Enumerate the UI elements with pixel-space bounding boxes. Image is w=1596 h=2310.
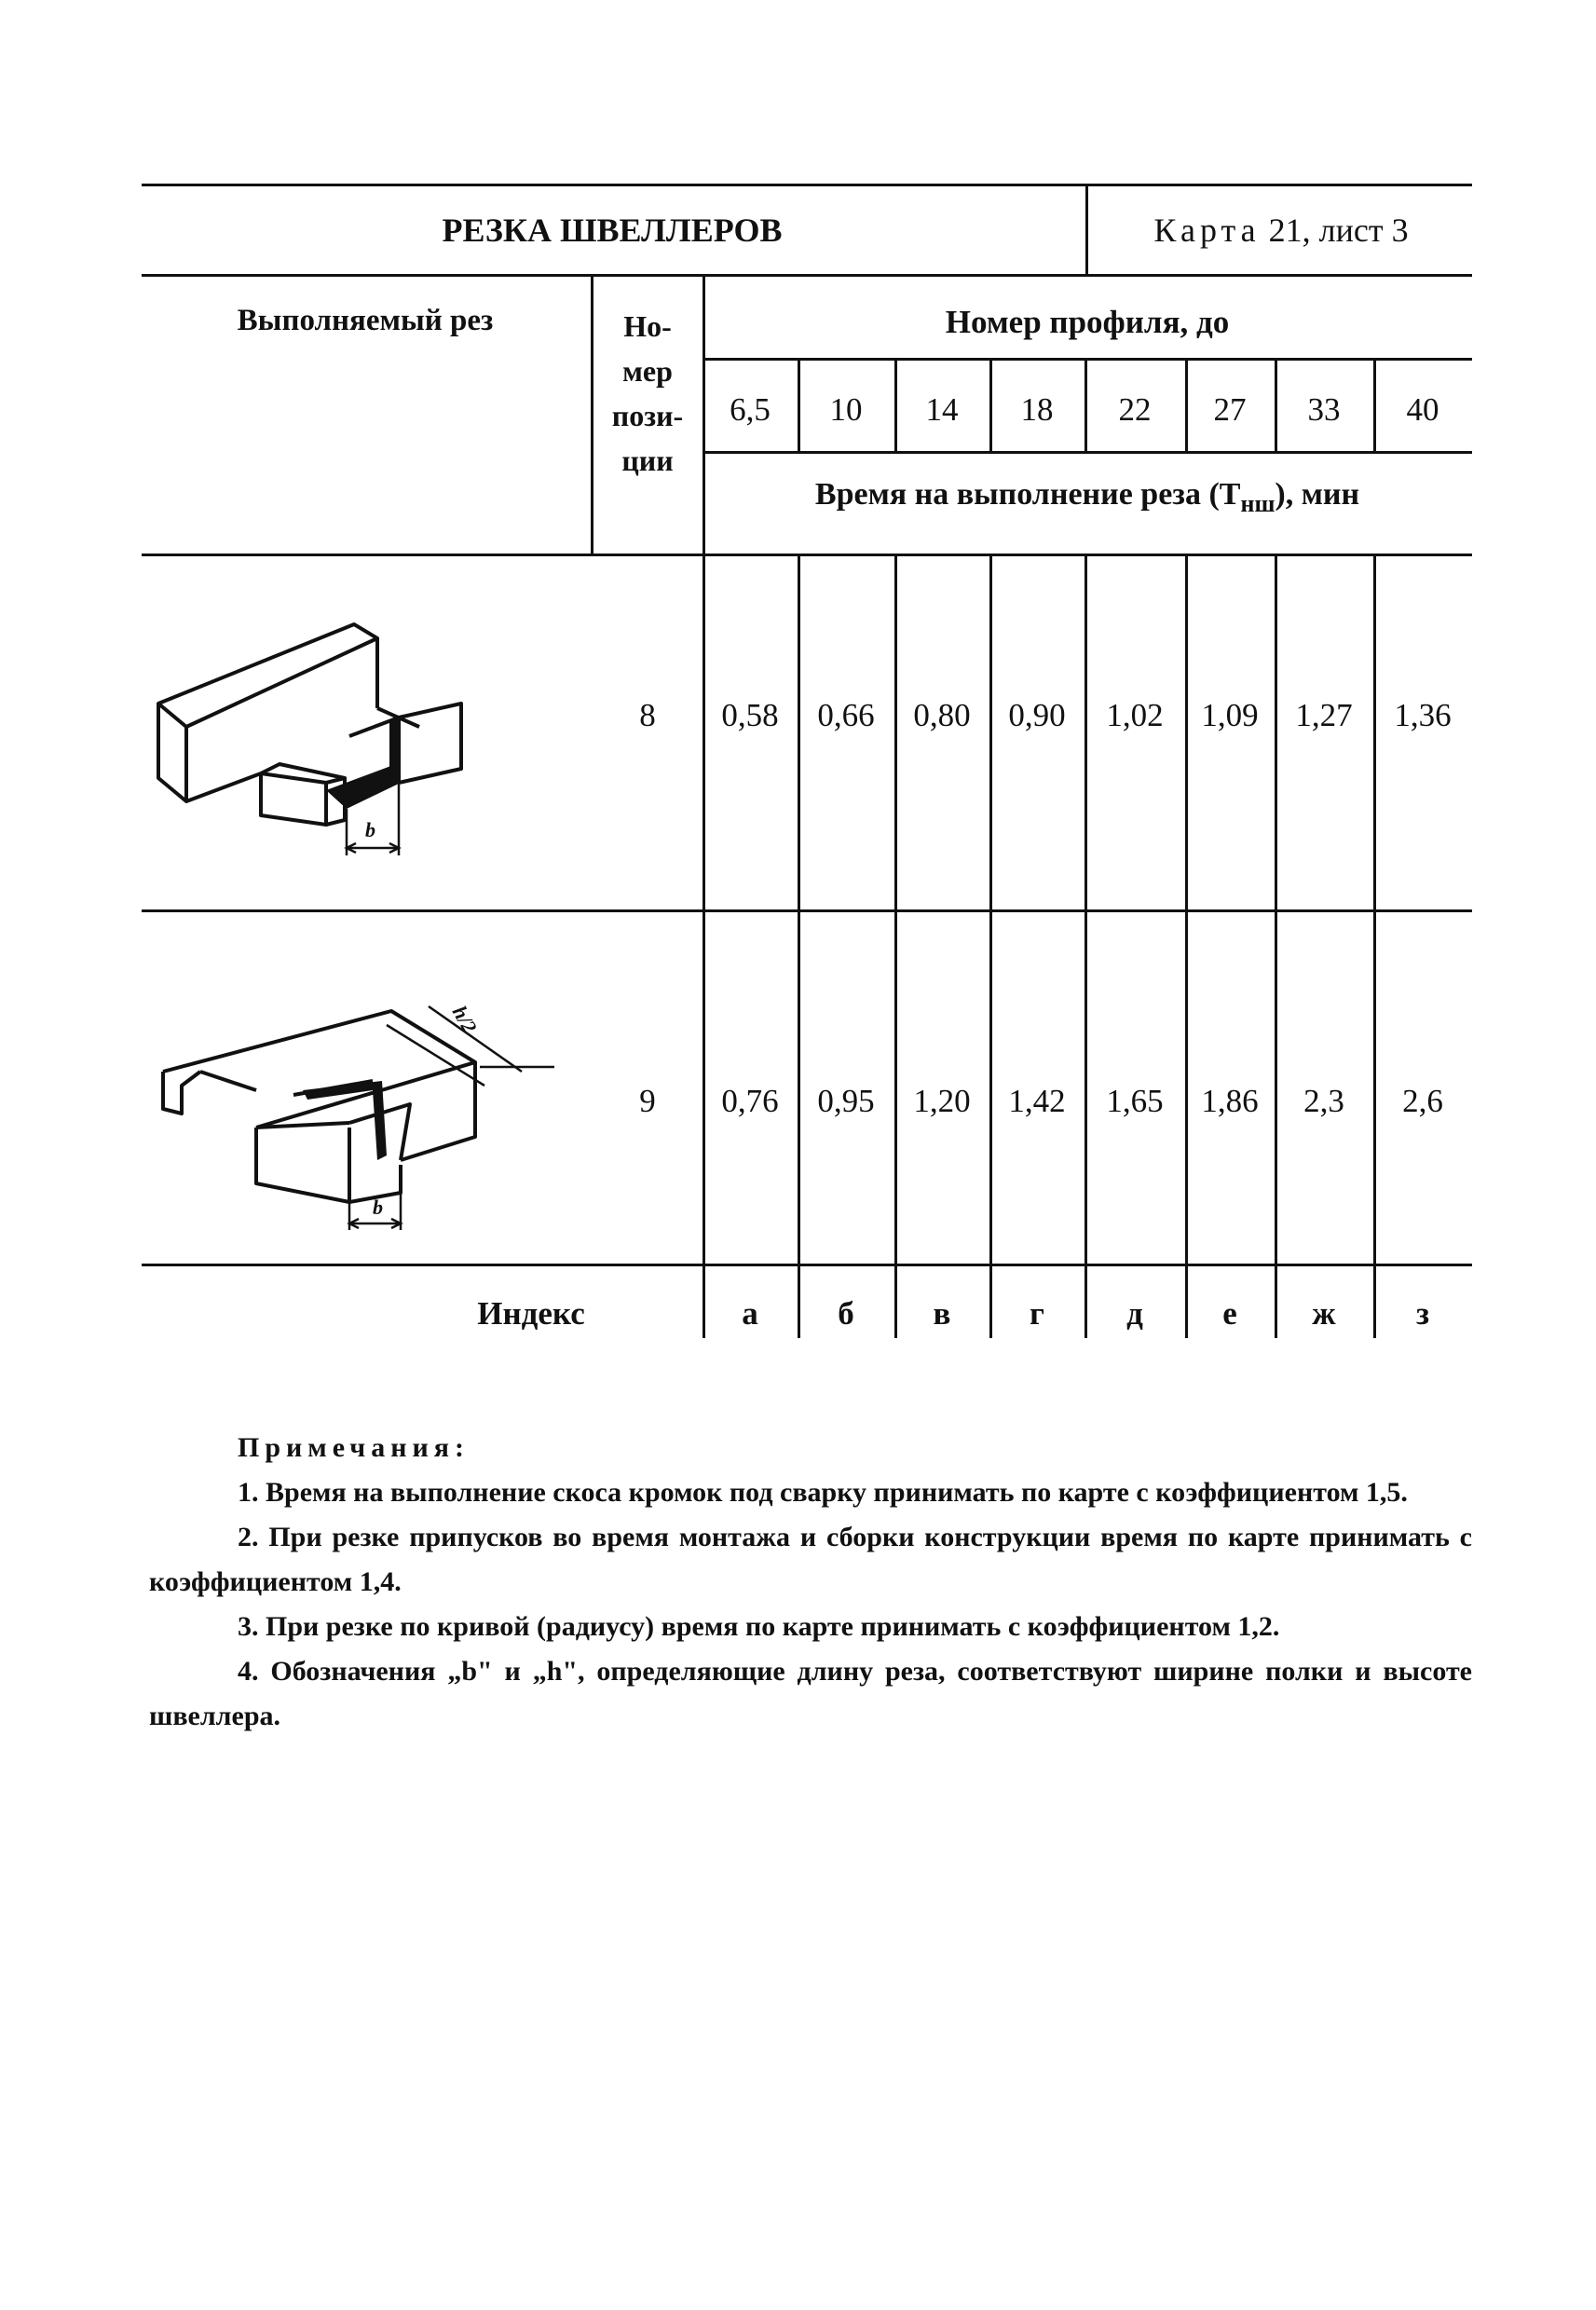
row-position: 9 (639, 1083, 656, 1119)
sketch-label-h2: h/2 (447, 1002, 483, 1037)
card-reference (1090, 211, 1472, 250)
rule-col-profile (798, 554, 800, 1338)
time-value-cell: 1,86 (1201, 1083, 1259, 1119)
rule-row8-bottom (142, 909, 1472, 912)
rule-top (142, 184, 1472, 186)
rule-col-profile (1373, 554, 1376, 1338)
rule-profiles-top (703, 358, 1472, 361)
time-value-cell: 1,02 (1106, 697, 1164, 733)
profile-number: 10 (829, 391, 863, 428)
profile-number: 40 (1406, 391, 1439, 428)
column-header-cut: Выполняемый рез (237, 304, 494, 337)
time-value-cell: 1,42 (1008, 1083, 1066, 1119)
note-item: 1. Время на выполнение скоса кромок под сварку принимать по карте с коэффициентом 1,5. (238, 1477, 1408, 1508)
profile-number: 27 (1213, 391, 1247, 428)
profile-number: 18 (1020, 391, 1054, 428)
index-letter: б (838, 1295, 854, 1332)
index-letter: в (933, 1295, 951, 1332)
index-letter: е (1222, 1295, 1237, 1332)
time-header-main: Время на выполнение реза (Т (814, 477, 1241, 512)
time-value-cell: 0,90 (1008, 697, 1066, 733)
rule-col-profile (894, 554, 897, 1338)
time-value-cell: 0,80 (913, 697, 971, 733)
time-value-cell: 2,6 (1402, 1083, 1443, 1119)
time-value-cell: 0,58 (721, 697, 779, 733)
index-letter: а (742, 1295, 758, 1332)
time-value-cell: 0,95 (817, 1083, 875, 1119)
profile-number: 33 (1307, 391, 1341, 428)
rule-row9-bottom (142, 1264, 1472, 1266)
index-letter: з (1415, 1295, 1430, 1332)
column-header-position (593, 304, 703, 483)
time-value-cell: 0,76 (721, 1083, 779, 1119)
column-header-profile: Номер профиля, до (945, 304, 1230, 340)
rule-col-profile (1275, 554, 1277, 1338)
row-position: 8 (639, 697, 656, 733)
page-title: РЕЗКА ШВЕЛЛЕРОВ (442, 212, 783, 249)
channel-cut-sketch-8 (149, 615, 484, 867)
position-header-line: мер (622, 354, 673, 388)
channel-cut-sketch-9 (149, 974, 559, 1235)
rule-col-pos (703, 274, 705, 1338)
card-word: Карта (1153, 212, 1261, 249)
index-letter: ж (1312, 1295, 1336, 1332)
sketch-label-b: b (365, 818, 375, 841)
position-header-line: пози- (611, 399, 684, 432)
profile-number: 22 (1118, 391, 1152, 428)
rule-col-profile (1185, 554, 1188, 1338)
card-number: 21, лист 3 (1268, 212, 1409, 249)
time-value-cell: 1,36 (1394, 697, 1452, 733)
note-item: 3. При резке по кривой (радиусу) время по карте принимать с коэффициентом 1,2. (238, 1611, 1280, 1642)
rule-header-bottom (142, 554, 1472, 556)
time-value-cell: 1,27 (1295, 697, 1353, 733)
rule-col-profile (1084, 554, 1087, 1338)
notes-title: Примечания: (238, 1432, 471, 1463)
index-letter: г (1030, 1295, 1044, 1332)
rule-under-title (142, 274, 1472, 277)
time-header-sub: нш (1240, 489, 1275, 517)
time-value-cell: 1,65 (1106, 1083, 1164, 1119)
rule-col-profile (989, 554, 992, 1338)
time-value-cell: 2,3 (1303, 1083, 1344, 1119)
position-header-line: ции (621, 444, 674, 477)
position-header-line: Но- (623, 309, 672, 343)
index-label: Индекс (477, 1295, 585, 1332)
time-value-cell: 1,09 (1201, 697, 1259, 733)
index-letter: д (1126, 1295, 1143, 1332)
profile-number: 14 (925, 391, 959, 428)
notes (149, 1426, 1472, 1739)
time-value-cell: 1,20 (913, 1083, 971, 1119)
time-header (704, 477, 1470, 518)
time-header-end: ), мин (1275, 477, 1360, 512)
rule-profiles-bottom (703, 451, 1472, 454)
time-value-cell: 0,66 (817, 697, 875, 733)
note-item: 2. При резке припусков во время монтажа и сборки конструкции время по карте принимать с коэффициентом 1,4. (149, 1522, 1472, 1597)
profile-number: 6,5 (730, 391, 771, 428)
sketch-label-b: b (373, 1196, 383, 1219)
note-item: 4. Обозначения „b" и „h", определяющие длину реза, соответствуют ширине полки и высоте швеллера. (149, 1656, 1472, 1731)
rule-title-divider (1085, 184, 1088, 276)
